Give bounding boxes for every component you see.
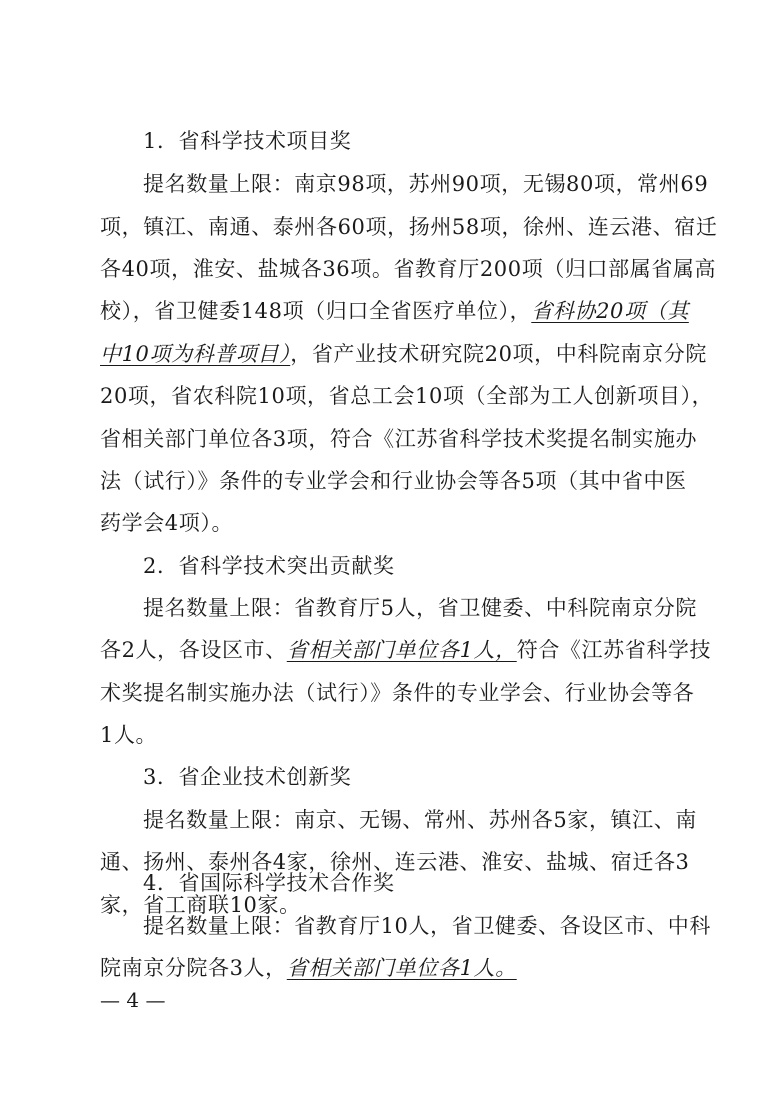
paragraph-line: 各2人，各设区市、省相关部门单位各1人，符合《江苏省科学技 — [100, 638, 712, 662]
paragraph-line: 药学会4项）。 — [100, 511, 234, 535]
paragraph-line: 提名数量上限：省教育厅10人，省卫健委、各设区市、中科 — [143, 914, 711, 938]
underlined-text: 省相关部门单位各1人， — [286, 638, 517, 662]
paragraph-line: 各40项，淮安、盐城各36项。省教育厅200项（归口部属省属高 — [100, 257, 717, 281]
paragraph-line: 法（试行）》条件的专业学会和行业协会等各5项（其中省中医 — [100, 469, 687, 493]
paragraph-line: 20项，省农科院10项，省总工会10项（全部为工人创新项目）， — [100, 384, 714, 408]
paragraph-line: 提名数量上限：省教育厅5人，省卫健委、中科院南京分院 — [143, 596, 697, 620]
paragraph-line: 提名数量上限：南京、无锡、常州、苏州各5家，镇江、南 — [143, 808, 697, 832]
paragraph-line: 校），省卫健委148项（归口全省医疗单位），省科协20项（其 — [100, 299, 689, 323]
paragraph-line: 1人。 — [100, 723, 158, 747]
underlined-text: 中10项为科普项目） — [100, 342, 291, 366]
section-heading-3: 3．省企业技术创新奖 — [143, 765, 352, 789]
paragraph-line: 家，省工商联10家。 — [100, 893, 301, 917]
paragraph-line: 省相关部门单位各3项，符合《江苏省科学技术奖提名制实施办 — [100, 427, 698, 451]
underlined-text: 省科协20项（其 — [531, 299, 689, 323]
paragraph-line: 通、扬州、泰州各4家，徐州、连云港、淮安、盐城、宿迁各3 — [100, 850, 690, 874]
section-heading-4: 4．省国际科学技术合作奖 — [143, 871, 395, 895]
paragraph-line: 中10项为科普项目），省产业技术研究院20项，中科院南京分院 — [100, 342, 707, 366]
paragraph-line: 术奖提名制实施办法（试行）》条件的专业学会、行业协会等各 — [100, 681, 695, 705]
section-heading-1: 1．省科学技术项目奖 — [143, 129, 352, 153]
section-heading-2: 2．省科学技术突出贡献奖 — [143, 554, 395, 578]
page-number: — 4 — — [100, 988, 166, 1012]
underlined-text: 省相关部门单位各1人。 — [286, 956, 517, 980]
paragraph-line: 院南京分院各3人，省相关部门单位各1人。 — [100, 956, 517, 980]
paragraph-line: 提名数量上限：南京98项，苏州90项，无锡80项，常州69 — [143, 172, 709, 196]
paragraph-line: 项，镇江、南通、泰州各60项，扬州58项，徐州、连云港、宿迁 — [100, 215, 718, 239]
